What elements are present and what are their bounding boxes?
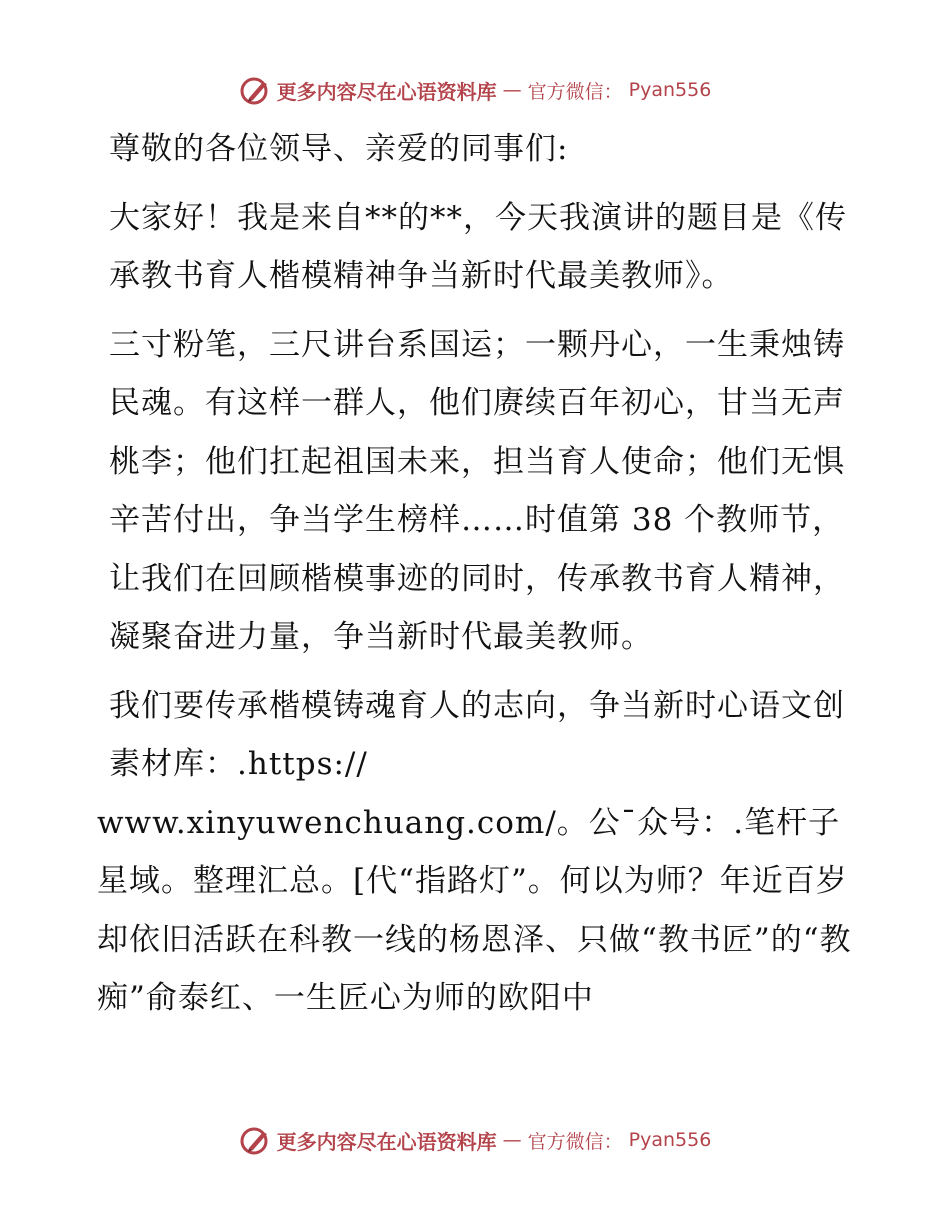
banner-wechat-label: 官方微信： bbox=[527, 1130, 623, 1153]
body-paragraph-1: 三寸粉笔，三尺讲台系国运；一颗丹心，一生秉烛铸民魂。有这样一群人，他们赓续百年初心，甘当无声桃李；他们扛起祖国未来，担当育人使命；他们无惧辛苦付出，争当学生榜样……时值第 38 个教师节，让我们在回顾楷模事迹的同时，传承教书育人精神，凝聚奋进力量，争当新时代最美教师。 bbox=[109, 326, 845, 655]
banner-wechat-id: Pyan556 bbox=[628, 1129, 712, 1151]
body-paragraph-2: 我们要传承楷模铸魂育人的志向，争当新时心语文创素材库：.https:// bbox=[109, 687, 845, 782]
banner-title: 更多内容尽在心语资料库 bbox=[276, 1129, 497, 1154]
header-watermark-banner bbox=[0, 70, 950, 110]
banner-dash: — bbox=[502, 79, 522, 101]
banner-wechat-id: Pyan556 bbox=[628, 79, 712, 101]
body-paragraph-3: www.xinyuwenchuang.com/。公¯众号：.笔杆子星域。整理汇总。[代“指路灯”。何以为师？年近百岁却依旧活跃在科教一线的杨恩泽、只做“教书匠”的“教痴”俞泰红、一生匠心为师的欧阳中 bbox=[97, 804, 852, 1016]
banner-title: 更多内容尽在心语资料库 bbox=[276, 79, 497, 104]
pen-circle-logo-icon bbox=[239, 74, 271, 106]
pen-circle-logo-icon bbox=[239, 1124, 271, 1156]
footer-watermark-banner bbox=[0, 1120, 950, 1160]
banner-wechat-label: 官方微信： bbox=[527, 80, 623, 103]
salutation-paragraph: 尊敬的各位领导、亲爱的同事们: bbox=[109, 131, 569, 167]
banner-dash: — bbox=[502, 1129, 522, 1151]
intro-paragraph: 大家好！我是来自**的**，今天我演讲的题目是《传承教书育人楷模精神争当新时代最美教师》。 bbox=[109, 199, 847, 294]
document-body bbox=[97, 120, 857, 1028]
